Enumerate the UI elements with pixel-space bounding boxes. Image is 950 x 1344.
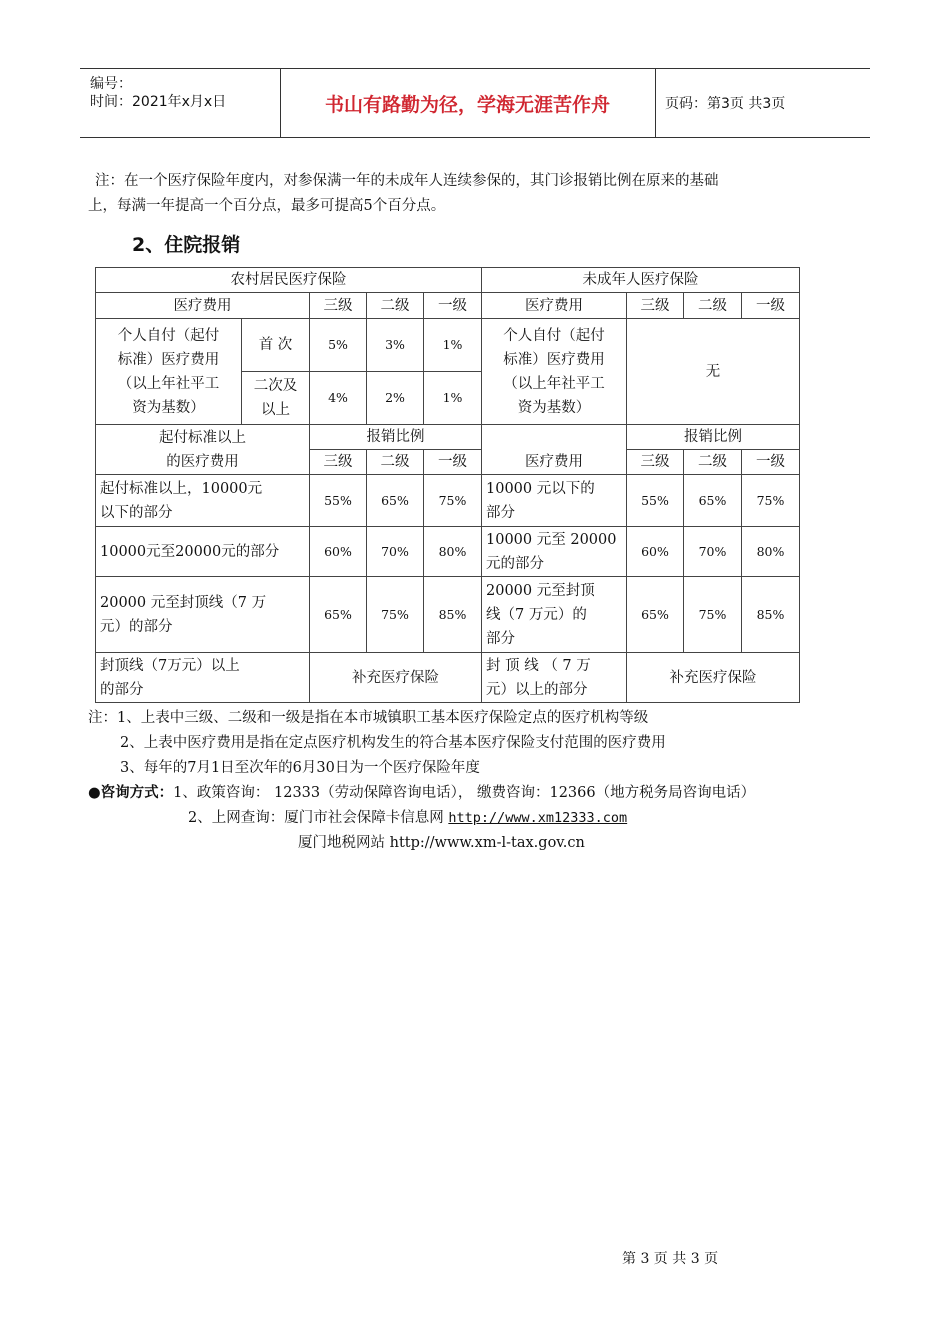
table-cell: 2% [367,372,424,425]
level2-header-minor: 二级 [684,293,742,319]
level2-header: 二级 [367,450,424,475]
row3-label-minor: 20000 元至封顶 线（7 万元）的 部分 [482,577,627,653]
level1-header-minor: 一级 [742,293,800,319]
contact-label: ●咨询方式： [88,785,174,801]
cost-header-minor: 医疗费用 [482,293,627,319]
note-2: 2、上表中医疗费用是指在定点医疗机构发生的符合基本医疗保险支付范围的医疗费用 [120,735,666,751]
table-cell: 65% [627,577,684,653]
note-top-line1: 注：在一个医疗保险年度内，对参保满一年的未成年人连续参保的，其门诊报销比例在原来的基础 [95,173,719,189]
xm12333-link[interactable]: http://www.xm12333.com [448,810,628,826]
ratio-header: 报销比例 [310,425,482,450]
table-cell: 60% [627,527,684,577]
table-cell: 65% [367,475,424,527]
ratio-header-minor: 报销比例 [627,425,800,450]
table-cell: 55% [627,475,684,527]
number-label: 编号： [90,76,132,92]
page-footer: 第 3 页 共 3 页 [622,1251,719,1267]
level1-header: 一级 [424,450,482,475]
table-cell: 85% [424,577,482,653]
table-cell: 75% [684,577,742,653]
note-top-line2: 上，每满一年提高一个百分点，最多可提高5个百分点。 [88,198,446,214]
supplementary-insurance: 补充医疗保险 [310,653,482,703]
note-3: 3、每年的7月1日至次年的6月30日为一个医疗保险年度 [120,760,480,776]
header-meta [80,69,281,137]
level1-header-minor: 一级 [742,450,800,475]
level3-header-minor: 三级 [627,450,684,475]
page-number-label: 页码：第3页 共3页 [665,96,786,112]
above-standard-label: 起付标准以上 的医疗费用 [96,425,310,475]
note-1: 注：1、上表中三级、二级和一级是指在本市城镇职工基本医疗保险定点的医疗机构等级 [88,710,649,726]
contact-web-prefix: 2、上网查询：厦门市社会保障卡信息网 [188,810,449,826]
table-cell: 70% [684,527,742,577]
first-time-label: 首 次 [242,319,310,372]
level3-header: 三级 [310,293,367,319]
page-header [80,68,870,138]
table-cell: 3% [367,319,424,372]
contact-phone-text: 1、政策咨询： 12333（劳动保障咨询电话）， 缴费咨询：12366（地方税务局咨询电话） [173,785,756,801]
table-cell: 55% [310,475,367,527]
reimbursement-table [95,267,800,703]
table-cell: 65% [310,577,367,653]
table-cell: 60% [310,527,367,577]
time-label: 时间：2021年x月x日 [90,94,227,110]
table-cell: 65% [684,475,742,527]
row2-label: 10000元至20000元的部分 [96,527,310,577]
rural-insurance-header: 农村居民医疗保险 [96,268,482,293]
row3-label: 20000 元至封顶线（7 万 元）的部分 [96,577,310,653]
row1-label: 起付标准以上，10000元 以下的部分 [96,475,310,527]
table-cell: 5% [310,319,367,372]
table-cell: 80% [742,527,800,577]
row1-label-minor: 10000 元以下的 部分 [482,475,627,527]
table-cell: 75% [367,577,424,653]
row4-label-minor: 封 顶 线 （ 7 万 元）以上的部分 [482,653,627,703]
table-cell: 75% [424,475,482,527]
row4-label: 封顶线（7万元）以上 的部分 [96,653,310,703]
section-title: 2、住院报销 [132,234,241,256]
contact-line1 [88,781,755,806]
minor-insurance-header: 未成年人医疗保险 [482,268,800,293]
table-cell: 1% [424,319,482,372]
contact-line2 [188,806,627,831]
level3-header: 三级 [310,450,367,475]
supplementary-insurance-minor: 补充医疗保险 [627,653,800,703]
level2-header-minor: 二级 [684,450,742,475]
row2-label-minor: 10000 元至 20000 元的部分 [482,527,627,577]
level1-header: 一级 [424,293,482,319]
slogan: 书山有路勤为径，学海无涯苦作舟 [280,69,656,137]
self-pay-label-minor: 个人自付（起付 标准）医疗费用 （以上年社平工 资为基数） [482,319,627,425]
cost-label-minor: 医疗费用 [482,425,627,475]
table-cell: 4% [310,372,367,425]
table-cell: 75% [742,475,800,527]
contact-line3: 厦门地税网站 http://www.xm-l-tax.gov.cn [298,835,585,851]
cost-header: 医疗费用 [96,293,310,319]
level3-header-minor: 三级 [627,293,684,319]
table-cell: 1% [424,372,482,425]
self-pay-label: 个人自付（起付 标准）医疗费用 （以上年社平工 资为基数） [96,319,242,425]
second-time-label: 二次及 以上 [242,372,310,425]
none-cell: 无 [627,319,800,425]
table-cell: 70% [367,527,424,577]
table-cell: 85% [742,577,800,653]
level2-header: 二级 [367,293,424,319]
table-cell: 80% [424,527,482,577]
